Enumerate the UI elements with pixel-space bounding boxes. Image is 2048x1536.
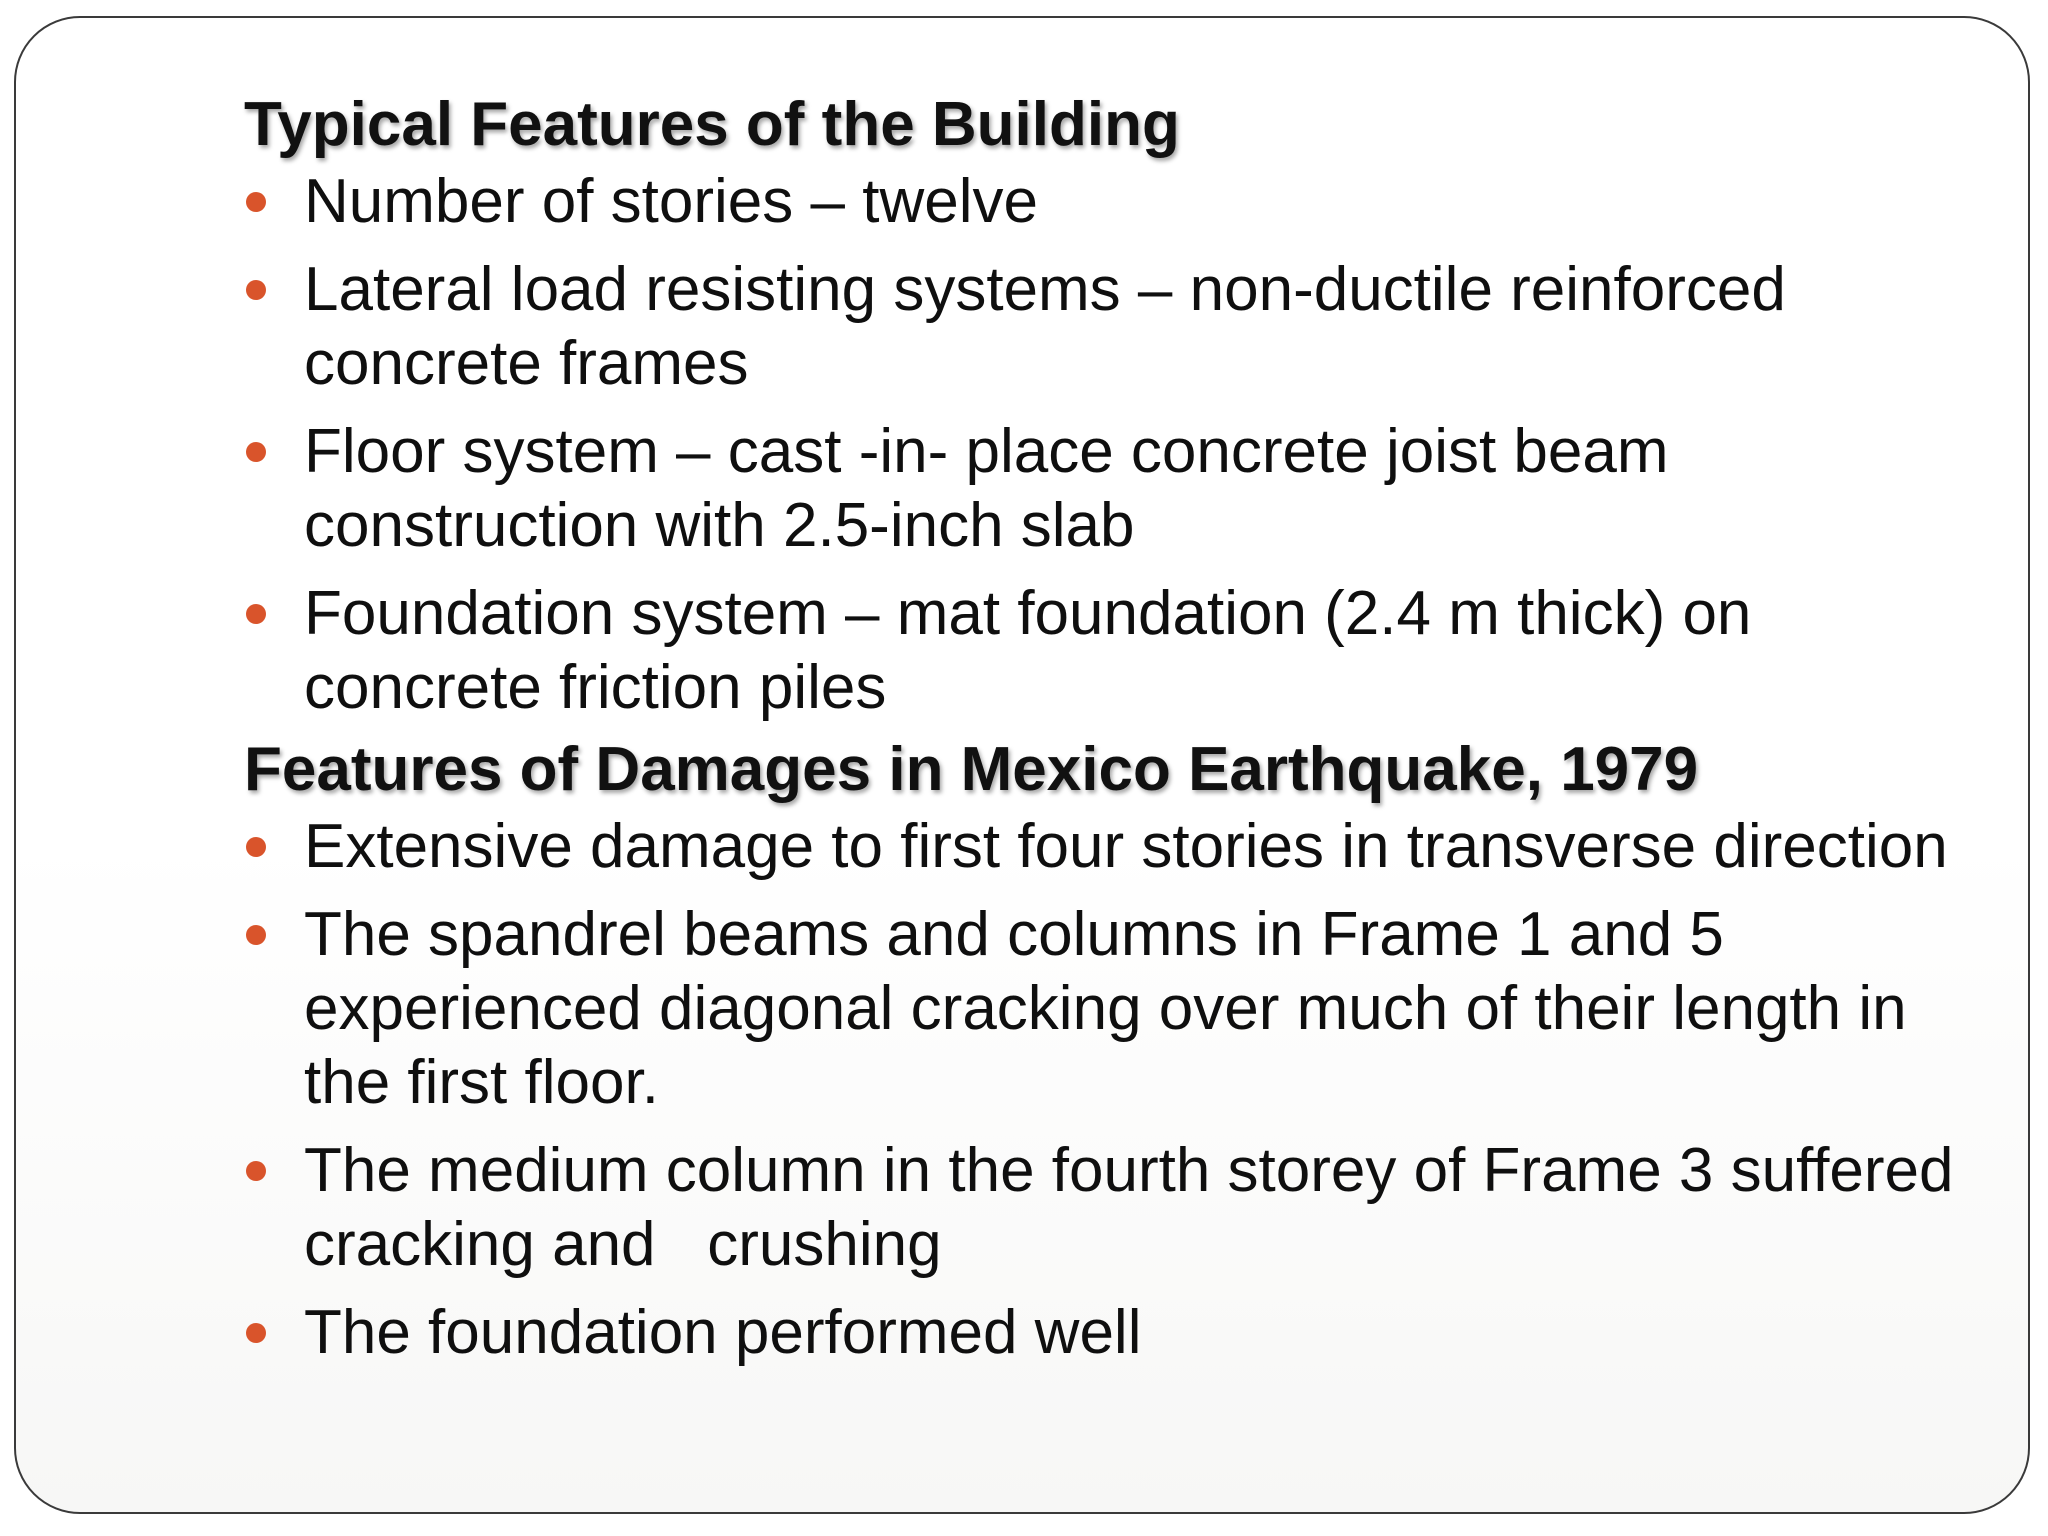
list-item-text: Floor system – cast -in- place concrete joist beam construction with 2.5-inch slab xyxy=(304,417,1669,561)
section-heading-damage-features: Features of Damages in Mexico Earthquake, 1979 xyxy=(244,735,1699,805)
bullet-icon xyxy=(246,442,266,462)
list-item xyxy=(244,577,1984,725)
bullet-icon xyxy=(246,1161,266,1181)
bullet-icon xyxy=(246,192,266,212)
list-item-text: Number of stories – twelve xyxy=(304,167,1038,237)
damage-features-list xyxy=(244,810,1984,1370)
list-item-text: Lateral load resisting systems – non-ductile reinforced concrete frames xyxy=(304,255,1786,399)
list-item xyxy=(244,1296,1984,1370)
bullet-icon xyxy=(246,604,266,624)
slide-content xyxy=(244,88,1984,1370)
bullet-icon xyxy=(246,925,266,945)
list-item-text: The spandrel beams and columns in Frame 1 and 5 experienced diagonal cracking over much of their length in the first floor. xyxy=(304,900,1907,1118)
bullet-icon xyxy=(246,280,266,300)
list-item xyxy=(244,165,1984,239)
list-item-text: Foundation system – mat foundation (2.4 m thick) on concrete friction piles xyxy=(304,579,1752,723)
bullet-icon xyxy=(246,1323,266,1343)
list-item-text: Extensive damage to first four stories in transverse direction xyxy=(304,812,1948,882)
list-item-text: The medium column in the fourth storey of Frame 3 suffered cracking and crushing xyxy=(304,1136,1971,1280)
list-item xyxy=(244,898,1984,1120)
building-features-list xyxy=(244,165,1984,725)
list-item xyxy=(244,1134,1984,1282)
list-item xyxy=(244,253,1984,401)
bullet-icon xyxy=(246,837,266,857)
list-item xyxy=(244,415,1984,563)
list-item-text: The foundation performed well xyxy=(304,1298,1142,1368)
slide-frame xyxy=(14,16,2030,1514)
list-item xyxy=(244,810,1984,884)
section-heading-building-features: Typical Features of the Building xyxy=(244,90,1180,159)
